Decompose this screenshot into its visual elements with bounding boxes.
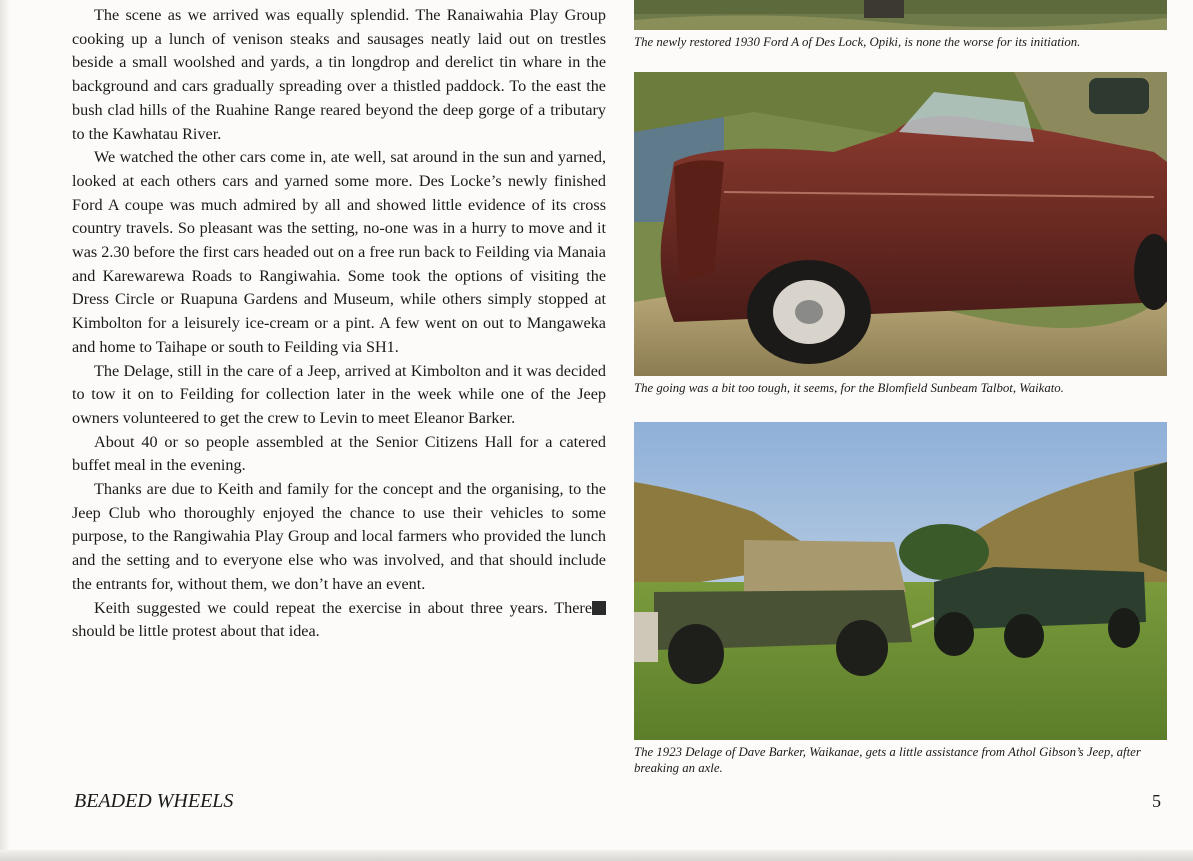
article-paragraph: The Delage, still in the care of a Jeep, arrived at Kimbolton and it was decided to tow it on to Feilding for collection later in the week while one of the Jeep owners volunteered to get the crew to Levin to meet Eleanor Barker. [72, 361, 606, 427]
publication-title: BEADED WHEELS [74, 790, 234, 812]
ford-photo [634, 0, 1167, 30]
article-paragraph: Thanks are due to Keith and family for the concept and the organising, to the Jeep Club who thoroughly enjoyed the chance to use their vehicles to some purpose, to the Rangiwahia Play Group and local farmers who provided the lunch and the setting and to everyone else who was involved, and that should include the entrants for, without them, we don’t have an event. [72, 480, 606, 593]
page-bottom-shadow [0, 850, 1193, 861]
delage-caption: The 1923 Delage of Dave Barker, Waikanae, gets a little assistance from Athol Gibson’s Jeep, after breaking an axle. [634, 745, 1141, 775]
article-paragraph: We watched the other cars come in, ate well, sat around in the sun and yarned, looked at each others cars and yarned some more. Des Locke’s newly finished Ford A coupe was much admired by all and showed little evidence of its cross country travels. So pleasant was the setting, no-one was in a hurry to move and it was 2.30 before the first cars headed out on a free run back to Feilding via Manaia and Karewarewa Roads to Rangiwahia. Some took the options of visiting the Dress Circle or Ruapuna Gardens and Museum, while others simply stopped at Kimbolton for a leisurely ice-cream or a pint. A few went on out to Mangaweka and home to Taihape or south to Feilding via SH1. [72, 148, 606, 356]
article-paragraph-last [72, 597, 606, 644]
article-body [72, 4, 606, 644]
sunbeam-caption: The going was a bit too tough, it seems, for the Blomfield Sunbeam Talbot, Waikato. [634, 381, 1064, 395]
ford-caption: The newly restored 1930 Ford A of Des Lock, Opiki, is none the worse for its initiation. [634, 35, 1081, 49]
page-number: 5 [1152, 791, 1161, 811]
article-paragraph-text: Keith suggested we could repeat the exercise in about three years. There should be little protest about that idea. [72, 598, 592, 641]
article-paragraph: About 40 or so people assembled at the Senior Citizens Hall for a catered buffet meal in the evening. [72, 432, 606, 475]
end-mark-icon [592, 601, 606, 615]
page-edge-shadow [0, 0, 10, 861]
article-paragraph: The scene as we arrived was equally splendid. The Ranaiwahia Play Group cooking up a lunch of venison steaks and sausages neatly laid out on trestles beside a small woolshed and yards, a tin longdrop and derelict tin whare in the background and cars gradually spreading over a thistled paddock. To the east the bush clad hills of the Ruahine Range reared beyond the deep gorge of a tributary to the Kawhatau River. [72, 6, 606, 143]
delage-photo [634, 422, 1167, 740]
sunbeam-photo [634, 72, 1167, 376]
